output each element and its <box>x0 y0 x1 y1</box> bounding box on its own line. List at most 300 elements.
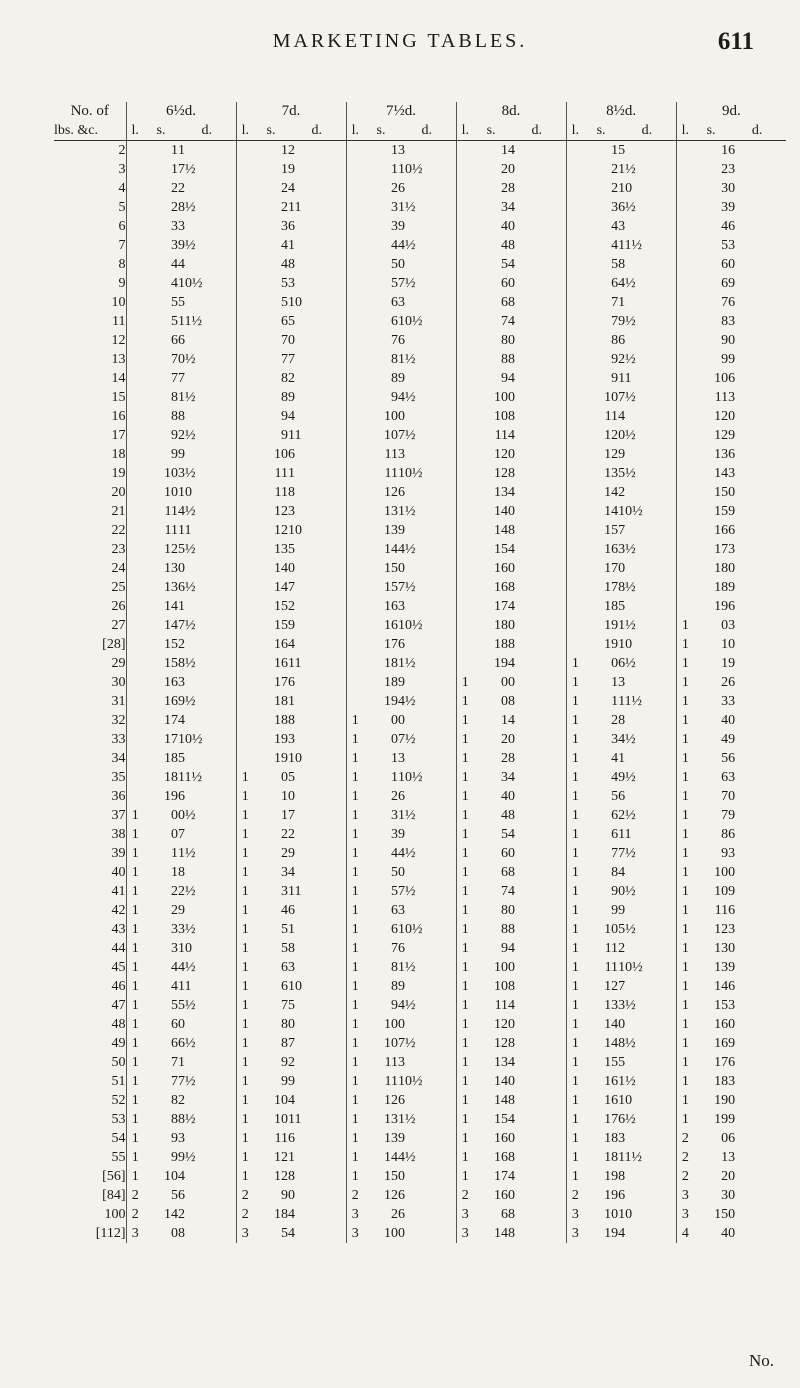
shillings-cell: 9 <box>171 447 178 462</box>
shillings-cell: 9 <box>611 352 619 367</box>
pence-cell: 6 <box>618 789 626 804</box>
pounds-cell: 1 <box>676 692 694 711</box>
pence-cell: 6 <box>728 979 736 994</box>
pounds-cell <box>126 369 144 388</box>
table-row <box>54 559 786 578</box>
pounds-cell: 1 <box>456 920 474 939</box>
pence-cell: 6 <box>398 1207 406 1222</box>
shillings-cell: 18 <box>384 656 399 671</box>
unit-l-header: l. <box>456 121 474 141</box>
pounds-cell: 1 <box>676 1015 694 1034</box>
pounds-cell <box>346 635 364 654</box>
pence-cell: 10½ <box>178 276 203 291</box>
pounds-cell <box>346 426 364 445</box>
marketing-table <box>54 102 786 1243</box>
shillings-cell: 11 <box>274 485 289 500</box>
pence-cell: 5½ <box>618 922 636 937</box>
pounds-cell: 1 <box>456 958 474 977</box>
pence-cell: 3 <box>618 219 626 234</box>
pence-cell: 9 <box>398 1131 406 1146</box>
pence-cell: 4 <box>288 637 296 652</box>
pence-cell: 1 <box>178 1055 185 1070</box>
shillings-cell: 8 <box>391 371 399 386</box>
pence-cell: 5½ <box>178 542 196 557</box>
shillings-cell: 6 <box>501 1207 509 1222</box>
pence-cell: 2½ <box>618 352 636 367</box>
pounds-cell: 2 <box>676 1129 694 1148</box>
pence-cell: 0 <box>398 1169 406 1184</box>
pounds-cell: 1 <box>566 1053 584 1072</box>
shillings-cell: 4 <box>281 903 289 918</box>
pounds-cell: 1 <box>456 1110 474 1129</box>
pence-cell: 4 <box>288 1226 296 1241</box>
pence-cell: 4 <box>508 542 516 557</box>
pounds-cell <box>676 521 694 540</box>
pence-cell: 0 <box>508 960 516 975</box>
pence-cell: 11 <box>288 1112 302 1127</box>
pounds-cell: 1 <box>676 901 694 920</box>
pounds-cell: 1 <box>676 844 694 863</box>
shillings-cell: 16 <box>164 694 178 709</box>
pence-cell: 0 <box>728 789 736 804</box>
pence-cell: 11½ <box>618 1150 643 1165</box>
unit-l-header: l. <box>676 121 694 141</box>
pounds-cell: 1 <box>456 1129 474 1148</box>
weight-cell: [84] <box>102 1188 126 1203</box>
shillings-cell: 0 <box>501 694 509 709</box>
table-row <box>54 730 786 749</box>
pence-cell: 9 <box>288 846 296 861</box>
shillings-cell: 16 <box>494 1188 509 1203</box>
shillings-cell: 13 <box>714 941 729 956</box>
shillings-cell: 15 <box>494 542 509 557</box>
pounds-cell: 1 <box>566 1015 584 1034</box>
pounds-cell: 1 <box>236 1148 254 1167</box>
shillings-cell: 1 <box>281 808 289 823</box>
pounds-cell: 1 <box>346 1034 364 1053</box>
shillings-cell: 16 <box>274 656 289 671</box>
shillings-cell: 18 <box>164 770 178 785</box>
shillings-cell: 15 <box>604 1055 619 1070</box>
pence-cell: 4 <box>618 1226 626 1241</box>
shillings-cell: 10 <box>384 1017 399 1032</box>
pence-cell: 1 <box>288 694 296 709</box>
shillings-cell: 11 <box>274 466 289 481</box>
rate-header: 7d. <box>236 102 346 121</box>
shillings-cell: 8 <box>391 960 399 975</box>
shillings-cell: 13 <box>604 998 619 1013</box>
pence-cell: 8 <box>508 1093 516 1108</box>
pence-cell: 8½ <box>178 656 196 671</box>
table-row <box>54 1091 786 1110</box>
pence-cell: 10 <box>618 1207 633 1222</box>
pounds-cell <box>126 692 144 711</box>
pounds-cell <box>346 540 364 559</box>
pence-cell: 6½ <box>178 580 196 595</box>
shillings-cell: 17 <box>604 561 619 576</box>
shillings-cell: 2 <box>281 181 289 196</box>
shillings-cell: 8 <box>281 390 289 405</box>
shillings-cell: 5 <box>391 276 399 291</box>
shillings-cell: 8 <box>721 314 729 329</box>
pence-cell: 4½ <box>178 504 196 519</box>
shillings-cell: 14 <box>494 1074 509 1089</box>
pounds-cell: 1 <box>346 1091 364 1110</box>
pence-cell: 9½ <box>178 694 196 709</box>
pence-cell: 3½ <box>618 542 636 557</box>
pounds-cell <box>126 578 144 597</box>
pence-cell: 0 <box>618 561 626 576</box>
pounds-cell: 4 <box>676 1224 694 1243</box>
pence-cell: 0 <box>728 257 736 272</box>
pounds-cell: 1 <box>456 1148 474 1167</box>
pence-cell: 10 <box>618 637 633 652</box>
shillings-cell: 3 <box>391 200 399 215</box>
pence-cell: 0 <box>728 637 736 652</box>
shillings-cell: 3 <box>171 238 178 253</box>
pence-cell: 4 <box>508 998 516 1013</box>
shillings-cell: 14 <box>604 1017 619 1032</box>
shillings-cell: 12 <box>384 485 399 500</box>
weight-cell: 26 <box>111 599 126 614</box>
table-row <box>54 768 786 787</box>
pounds-cell <box>566 597 584 616</box>
pounds-cell <box>236 198 254 217</box>
shillings-cell: 7 <box>391 333 399 348</box>
pence-cell: 6½ <box>618 656 636 671</box>
weight-cell: 38 <box>111 827 126 842</box>
shillings-cell: 11 <box>384 466 399 481</box>
pounds-cell: 3 <box>236 1224 254 1243</box>
shillings-cell: 6 <box>501 295 509 310</box>
table-row <box>54 1224 786 1243</box>
pence-cell: 4½ <box>398 846 416 861</box>
shillings-cell: 0 <box>391 732 399 747</box>
shillings-cell: 12 <box>604 447 619 462</box>
table-row <box>54 388 786 407</box>
pounds-cell: 1 <box>566 787 584 806</box>
pence-cell: 8 <box>618 713 626 728</box>
pence-cell: 6 <box>728 219 736 234</box>
table-row <box>54 1205 786 1224</box>
pounds-cell: 1 <box>456 1034 474 1053</box>
pounds-cell: 1 <box>676 654 694 673</box>
shillings-cell: 7 <box>721 295 729 310</box>
pounds-cell: 1 <box>126 958 144 977</box>
weight-cell: 53 <box>111 1112 126 1127</box>
pounds-cell <box>676 293 694 312</box>
pence-cell: 4 <box>508 770 516 785</box>
pounds-cell: 1 <box>346 1072 364 1091</box>
unit-d-header: d. <box>398 121 456 141</box>
pence-cell: 0 <box>398 409 406 424</box>
shillings-cell: 0 <box>171 808 178 823</box>
shillings-cell: 16 <box>494 561 509 576</box>
shillings-cell: 16 <box>604 1074 619 1089</box>
pounds-cell: 1 <box>456 901 474 920</box>
pounds-cell: 1 <box>126 901 144 920</box>
unit-l-header: l. <box>346 121 364 141</box>
shillings-cell: 6 <box>391 903 399 918</box>
shillings-cell: 11 <box>604 409 619 424</box>
pence-cell: 8 <box>508 1150 516 1165</box>
rate-header: 6½d. <box>126 102 236 121</box>
pence-cell: 6 <box>728 371 736 386</box>
pounds-cell <box>236 616 254 635</box>
pence-cell: 3 <box>398 751 406 766</box>
pounds-cell: 1 <box>456 730 474 749</box>
shillings-cell: 15 <box>164 656 178 671</box>
pence-cell: 0 <box>508 219 516 234</box>
pence-cell: 6 <box>728 1055 736 1070</box>
pounds-cell <box>236 407 254 426</box>
pence-cell: 9 <box>398 979 406 994</box>
pence-cell: 0 <box>728 713 736 728</box>
pence-cell: 1½ <box>398 808 416 823</box>
pence-cell: 6 <box>728 1131 736 1146</box>
shillings-cell: 1 <box>721 656 729 671</box>
pence-cell: 6½ <box>618 200 636 215</box>
pence-cell: 5 <box>618 143 626 158</box>
pence-cell: 8 <box>288 713 296 728</box>
pounds-cell <box>676 141 694 161</box>
shillings-cell: 1 <box>611 675 619 690</box>
pounds-cell <box>346 274 364 293</box>
pounds-cell <box>126 711 144 730</box>
pence-cell: 11½ <box>178 314 202 329</box>
shillings-cell: 10 <box>274 1093 289 1108</box>
pence-cell: 3 <box>728 922 736 937</box>
weight-cell: 31 <box>111 694 126 709</box>
pence-cell: 3 <box>728 1074 736 1089</box>
pence-cell: 4½ <box>618 276 636 291</box>
pounds-cell <box>346 597 364 616</box>
shillings-cell: 7 <box>611 846 619 861</box>
pounds-cell: 1 <box>566 958 584 977</box>
table-row <box>54 255 786 274</box>
shillings-cell: 18 <box>494 637 509 652</box>
weight-cell: 35 <box>111 770 126 785</box>
pounds-cell: 2 <box>126 1186 144 1205</box>
shillings-cell: 12 <box>384 1093 399 1108</box>
shillings-cell: 7 <box>611 295 619 310</box>
pence-cell: 8 <box>288 1169 296 1184</box>
pounds-cell: 1 <box>566 749 584 768</box>
shillings-cell: 5 <box>501 827 509 842</box>
pounds-cell: 1 <box>236 920 254 939</box>
pence-cell: 0 <box>288 333 296 348</box>
pence-cell: 9 <box>728 960 736 975</box>
pence-cell: 1 <box>618 751 626 766</box>
pounds-cell <box>126 540 144 559</box>
shillings-cell: 11 <box>384 1055 399 1070</box>
pounds-cell <box>346 616 364 635</box>
pounds-cell <box>126 673 144 692</box>
shillings-cell: 14 <box>494 523 509 538</box>
shillings-cell: 11 <box>714 903 729 918</box>
pence-cell: 0 <box>508 1188 516 1203</box>
pence-cell: 4½ <box>398 390 416 405</box>
pence-cell: 2½ <box>618 808 636 823</box>
shillings-cell: 1 <box>611 143 619 158</box>
shillings-cell: 10 <box>274 1112 289 1127</box>
pounds-cell: 1 <box>126 920 144 939</box>
pounds-cell: 1 <box>126 1034 144 1053</box>
shillings-cell: 8 <box>171 409 178 424</box>
weight-cell: [112] <box>95 1226 126 1241</box>
pence-cell: 6 <box>618 1188 626 1203</box>
shillings-cell: 5 <box>281 276 289 291</box>
shillings-cell: 10 <box>164 466 178 481</box>
pence-cell: 3 <box>728 998 736 1013</box>
pence-cell: 11 <box>288 200 302 215</box>
pence-cell: 1 <box>618 295 626 310</box>
pence-cell: 10 <box>618 1093 633 1108</box>
pence-cell: 6 <box>728 599 736 614</box>
pence-cell: 2 <box>178 1093 185 1108</box>
shillings-cell: 2 <box>171 200 178 215</box>
table-row <box>54 578 786 597</box>
weight-unit-header: lbs. &c. <box>54 121 126 141</box>
pence-cell: 7½ <box>398 884 416 899</box>
pence-cell: 4 <box>508 599 516 614</box>
shillings-cell: 1 <box>171 162 178 177</box>
pounds-cell: 3 <box>676 1186 694 1205</box>
shillings-cell: 1 <box>391 162 399 177</box>
shillings-cell: 5 <box>171 314 178 329</box>
shillings-cell: 6 <box>611 827 619 842</box>
pence-cell: 4 <box>508 314 516 329</box>
pounds-cell: 1 <box>676 977 694 996</box>
running-head <box>0 28 800 58</box>
shillings-cell: 1 <box>281 789 289 804</box>
weight-cell: 14 <box>111 371 126 386</box>
shillings-cell: 19 <box>604 1169 619 1184</box>
pounds-cell: 1 <box>566 1167 584 1186</box>
pence-cell: 9½ <box>618 770 636 785</box>
pence-cell: 7 <box>618 523 626 538</box>
pence-cell: 10½ <box>398 314 423 329</box>
pounds-cell <box>456 578 474 597</box>
shillings-cell: 6 <box>281 960 289 975</box>
pence-cell: 4 <box>508 428 516 443</box>
weight-cell: 9 <box>118 276 126 291</box>
shillings-cell: 13 <box>714 960 729 975</box>
pence-cell: 7½ <box>398 276 416 291</box>
shillings-cell: 18 <box>714 561 729 576</box>
weight-cell: 29 <box>111 656 126 671</box>
shillings-cell: 3 <box>611 200 619 215</box>
table-row <box>54 1129 786 1148</box>
pence-cell: 1½ <box>398 352 416 367</box>
pounds-cell <box>346 388 364 407</box>
pounds-cell <box>566 141 584 161</box>
pence-cell: 11 <box>288 428 302 443</box>
pounds-cell: 3 <box>456 1224 474 1243</box>
shillings-cell: 18 <box>604 1150 619 1165</box>
shillings-cell: 4 <box>611 219 619 234</box>
pounds-cell <box>126 217 144 236</box>
shillings-cell: 17 <box>164 713 178 728</box>
pence-cell: 1½ <box>398 656 416 671</box>
pence-cell: 0 <box>728 941 736 956</box>
pence-cell: 3 <box>728 770 736 785</box>
pounds-cell <box>676 578 694 597</box>
pence-cell: 9 <box>728 200 736 215</box>
shillings-cell: 9 <box>501 371 509 386</box>
pounds-cell <box>676 445 694 464</box>
pounds-cell: 2 <box>676 1148 694 1167</box>
shillings-cell: 7 <box>171 352 178 367</box>
running-title: MARKETING TABLES. <box>272 30 528 52</box>
pounds-cell <box>126 787 144 806</box>
pounds-cell <box>126 749 144 768</box>
pence-cell: 8 <box>178 409 185 424</box>
weight-cell: 51 <box>111 1074 126 1089</box>
pounds-cell: 1 <box>456 882 474 901</box>
pence-cell: 3 <box>398 447 406 462</box>
table-row <box>54 274 786 293</box>
pounds-cell: 1 <box>346 1110 364 1129</box>
page-number: 611 <box>717 28 754 55</box>
pence-cell: 0 <box>398 713 406 728</box>
shillings-cell: 2 <box>281 827 289 842</box>
table-row <box>54 977 786 996</box>
weight-cell: 39 <box>111 846 126 861</box>
shillings-cell: 13 <box>494 1055 509 1070</box>
pence-cell: 0 <box>728 1093 736 1108</box>
shillings-cell: 6 <box>281 979 289 994</box>
shillings-cell: 9 <box>171 1131 178 1146</box>
pounds-cell <box>456 654 474 673</box>
pounds-cell: 1 <box>456 1053 474 1072</box>
unit-d-header: d. <box>288 121 346 141</box>
pounds-cell <box>346 464 364 483</box>
pence-cell: 10 <box>178 941 192 956</box>
pounds-cell <box>346 293 364 312</box>
pence-cell: 1 <box>178 143 185 158</box>
pounds-cell <box>566 179 584 198</box>
pence-cell: 3 <box>728 162 736 177</box>
pence-cell: 6 <box>288 903 296 918</box>
table-row <box>54 844 786 863</box>
pence-cell: 10½ <box>618 960 643 975</box>
pounds-cell <box>346 578 364 597</box>
shillings-cell: 4 <box>281 238 289 253</box>
shillings-cell: 2 <box>281 846 289 861</box>
pence-cell: 4½ <box>398 694 416 709</box>
pounds-cell <box>126 331 144 350</box>
pounds-cell: 3 <box>566 1224 584 1243</box>
pounds-cell: 1 <box>346 749 364 768</box>
shillings-cell: 5 <box>391 257 399 272</box>
shillings-cell: 16 <box>604 542 619 557</box>
shillings-cell: 12 <box>494 1017 509 1032</box>
pence-cell: 10 <box>288 295 303 310</box>
weight-cell: 40 <box>111 865 126 880</box>
weight-column-header: No. of <box>70 103 109 119</box>
shillings-cell: 1 <box>721 1150 729 1165</box>
pence-cell: 4 <box>508 485 516 500</box>
pence-cell: 2½ <box>178 884 196 899</box>
shillings-cell: 14 <box>274 561 289 576</box>
table-row <box>54 882 786 901</box>
pence-cell: 10 <box>178 485 192 500</box>
table-row <box>54 179 786 198</box>
pounds-cell <box>566 293 584 312</box>
shillings-cell: 1 <box>721 637 729 652</box>
pence-cell: 8 <box>508 238 516 253</box>
